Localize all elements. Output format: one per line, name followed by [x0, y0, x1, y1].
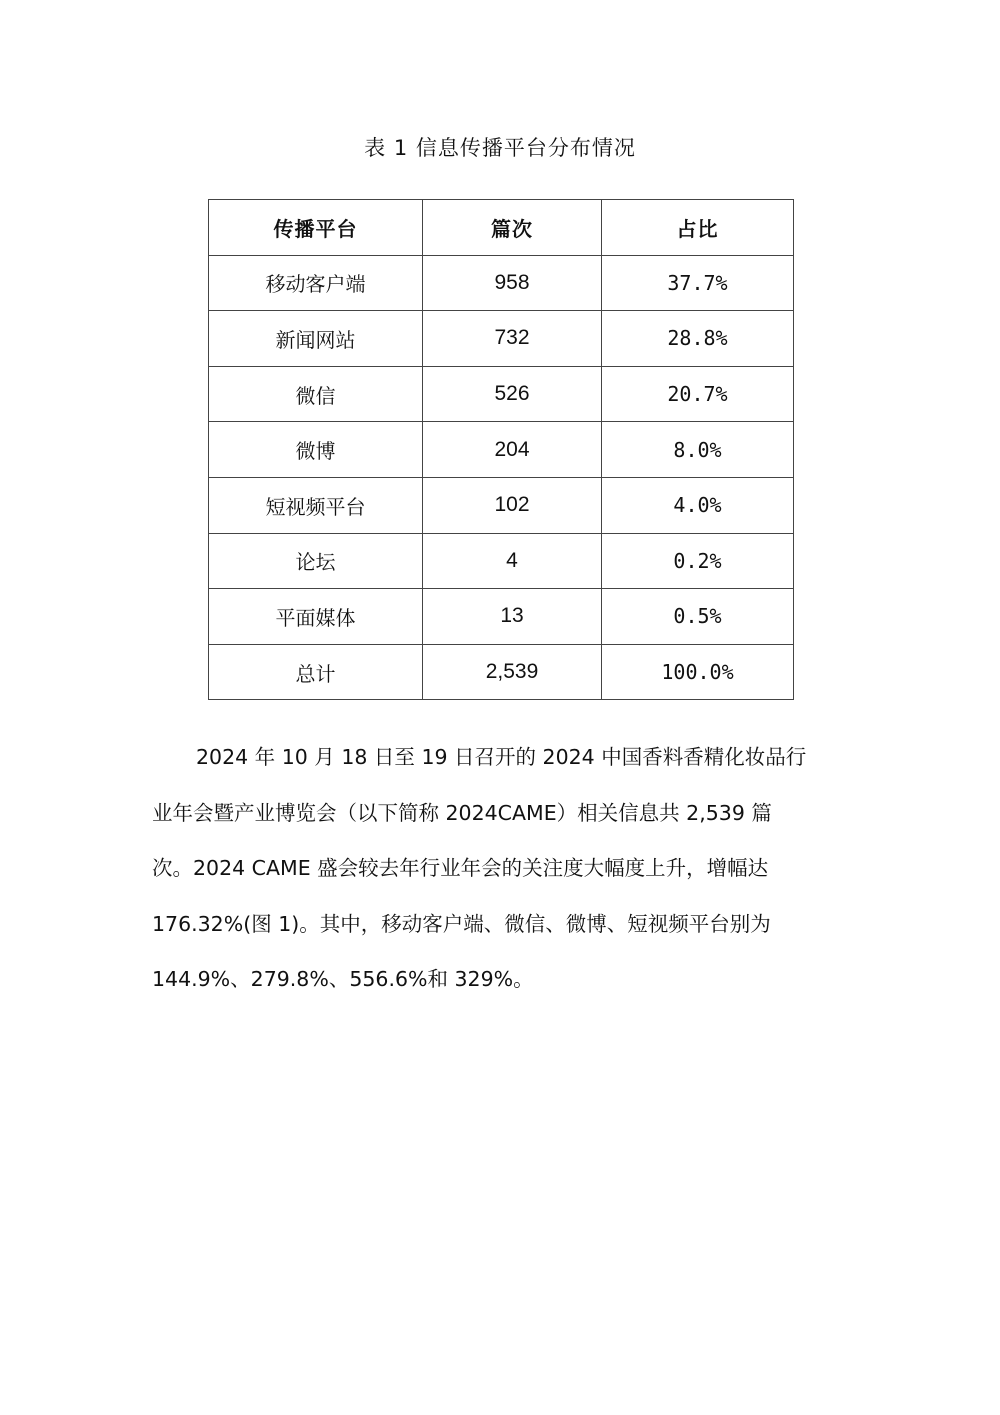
cell-platform: 短视频平台 — [209, 477, 423, 533]
cell-share: 37.7% — [602, 255, 794, 311]
cell-share: 8.0% — [602, 422, 794, 478]
table-caption: 表 1 信息传播平台分布情况 — [364, 136, 636, 160]
table-row — [209, 366, 794, 422]
cell-platform: 平面媒体 — [209, 589, 423, 645]
table-row — [209, 422, 794, 478]
table-row — [209, 533, 794, 589]
cell-platform: 微信 — [209, 366, 423, 422]
cell-count: 526 — [423, 366, 602, 422]
paragraph-line: 2024 年 10 月 18 日至 19 日召开的 2024 中国香料香精化妆品行 — [196, 745, 807, 769]
cell-platform: 微博 — [209, 422, 423, 478]
table-row — [209, 477, 794, 533]
cell-count: 732 — [423, 311, 602, 367]
body-paragraph — [152, 730, 852, 1008]
table-header-row — [209, 200, 794, 256]
table-row — [209, 255, 794, 311]
platform-distribution-table — [208, 199, 794, 700]
cell-share: 4.0% — [602, 477, 794, 533]
header-platform: 传播平台 — [209, 200, 423, 256]
cell-count: 958 — [423, 255, 602, 311]
cell-platform: 移动客户端 — [209, 255, 423, 311]
table-row — [209, 311, 794, 367]
paragraph-line: 业年会暨产业博览会（以下简称 2024CAME）相关信息共 2,539 篇 — [152, 800, 772, 825]
paragraph-line: 次。2024 CAME 盛会较去年行业年会的关注度大幅度上升，增幅达 — [152, 856, 769, 880]
cell-share: 20.7% — [602, 366, 794, 422]
table-row — [209, 589, 794, 645]
cell-share: 0.2% — [602, 533, 794, 589]
cell-share: 0.5% — [602, 589, 794, 645]
paragraph-line: 144.9%、279.8%、556.6%和 329%。 — [152, 967, 534, 991]
paragraph-line: 176.32%(图 1)。其中，移动客户端、微信、微博、短视频平台别为 — [152, 911, 771, 936]
cell-count: 102 — [423, 477, 602, 533]
cell-count: 13 — [423, 589, 602, 645]
header-count: 篇次 — [423, 200, 602, 256]
cell-platform: 新闻网站 — [209, 311, 423, 367]
cell-platform: 论坛 — [209, 533, 423, 589]
cell-share: 100.0% — [602, 644, 794, 700]
cell-count: 2,539 — [423, 644, 602, 700]
cell-count: 4 — [423, 533, 602, 589]
header-share: 占比 — [602, 200, 794, 256]
cell-share: 28.8% — [602, 311, 794, 367]
cell-count: 204 — [423, 422, 602, 478]
cell-platform: 总计 — [209, 644, 423, 700]
table-total-row — [209, 644, 794, 700]
